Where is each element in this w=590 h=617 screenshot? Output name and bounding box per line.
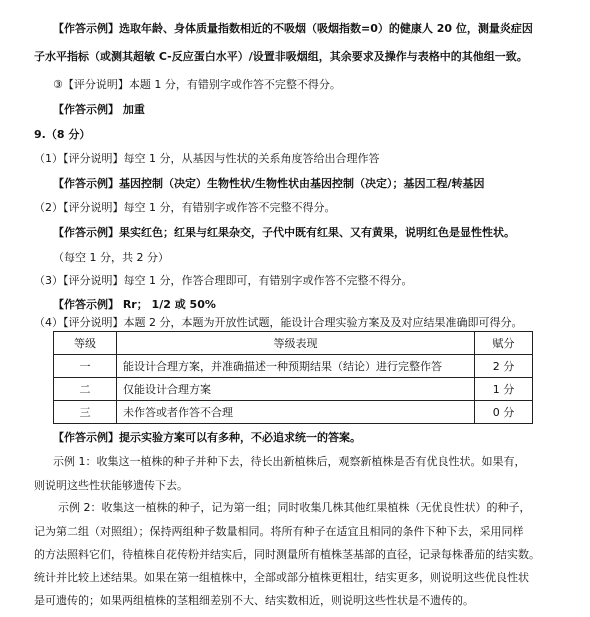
- table-cell-score: 1 分: [475, 378, 533, 401]
- q9-1-scoring-note: （1）【评分说明】每空 1 分，从基因与性状的关系角度答给出合理作答: [34, 152, 380, 165]
- q9-4-scoring-note: （4）【评分说明】本题 2 分，本题为开放性试题，能设计合理实验方案及及对应结果准确即可得分。: [34, 316, 523, 329]
- table-header-grade: 等级: [54, 332, 117, 355]
- table-row: [54, 378, 533, 401]
- table-cell-grade: 三: [54, 401, 117, 424]
- table-cell-grade: 一: [54, 355, 117, 378]
- example-2-line-1: 示例 2：收集这一植株的种子，记为第一组；同时收集几株其他红果植株（无优良性状）的种子，: [58, 501, 531, 514]
- table-cell-score: 0 分: [475, 401, 533, 424]
- q9-4-answer-example: 【作答示例】提示实验方案可以有多种，不必追求统一的答案。: [53, 431, 361, 444]
- question-9-heading: 9.（8 分）: [34, 128, 91, 141]
- q9-2-scoring-note: （2）【评分说明】每空 1 分，有错别字或作答不完整不得分。: [34, 201, 336, 214]
- table-header-row: [54, 332, 533, 355]
- example-1-line-1: 示例 1：收集这一植株的种子并种下去，待长出新植株后，观察新植株是否有优良性状。如果有，: [53, 455, 526, 468]
- answer-example-aggravate: 【作答示例】 加重: [53, 103, 145, 116]
- table-cell-performance: 能设计合理方案，并准确描述一种预期结果（结论）进行完整作答: [117, 355, 475, 378]
- q9-1-answer-example: 【作答示例】基因控制（决定）生物性状/生物性状由基因控制（决定）；基因工程/转基因: [53, 177, 485, 190]
- example-2-line-3: 的方法照料它们，待植株自花传粉并结实后，同时测量所有植株茎基部的直径，记录每株番茄的结实数。: [34, 548, 540, 561]
- table-row: [54, 355, 533, 378]
- q9-2-answer-example: 【作答示例】果实红色；红果与红果杂交，子代中既有红果、又有黄果，说明红色是显性性状。: [53, 226, 515, 239]
- table-cell-score: 2 分: [475, 355, 533, 378]
- answer-example-line-1: 【作答示例】选取年龄、身体质量指数相近的不吸烟（吸烟指数=0）的健康人 20 位，测量炎症因: [53, 22, 533, 35]
- q9-3-answer-example: 【作答示例】 Rr； 1/2 或 50%: [53, 298, 216, 311]
- table-header-performance: 等级表现: [117, 332, 475, 355]
- example-2-line-4: 统计并比较上述结果。如果在第一组植株中，全部或部分植株更粗壮，结实更多，则说明这些优良性状: [34, 571, 529, 584]
- table-cell-grade: 二: [54, 378, 117, 401]
- example-2-line-5: 是可遗传的；如果两组植株的茎粗细差别不大、结实数相近，则说明这些性状是不遗传的。: [34, 594, 474, 607]
- answer-example-line-2: 子水平指标（或测其超敏 C-反应蛋白水平）/设置非吸烟组，其余要求及操作与表格中的其他组一致。: [34, 50, 528, 63]
- table-header-score: 赋分: [475, 332, 533, 355]
- example-1-line-2: 则说明这些性状能够遗传下去。: [34, 479, 188, 492]
- table-cell-performance: 未作答或者作答不合理: [117, 401, 475, 424]
- q9-2-score-summary: （每空 1 分，共 2 分）: [53, 251, 169, 264]
- scoring-note-3: ③【评分说明】本题 1 分，有错别字或作答不完整不得分。: [53, 78, 341, 91]
- grading-table: [53, 331, 533, 424]
- q9-3-scoring-note: （3）【评分说明】每空 1 分，作答合理即可，有错别字或作答不完整不得分。: [34, 274, 413, 287]
- example-2-line-2: 记为第二组（对照组）；保持两组种子数量相同。将所有种子在适宜且相同的条件下种下去，采用同样: [34, 525, 524, 538]
- table-row: [54, 401, 533, 424]
- table-cell-performance: 仅能设计合理方案: [117, 378, 475, 401]
